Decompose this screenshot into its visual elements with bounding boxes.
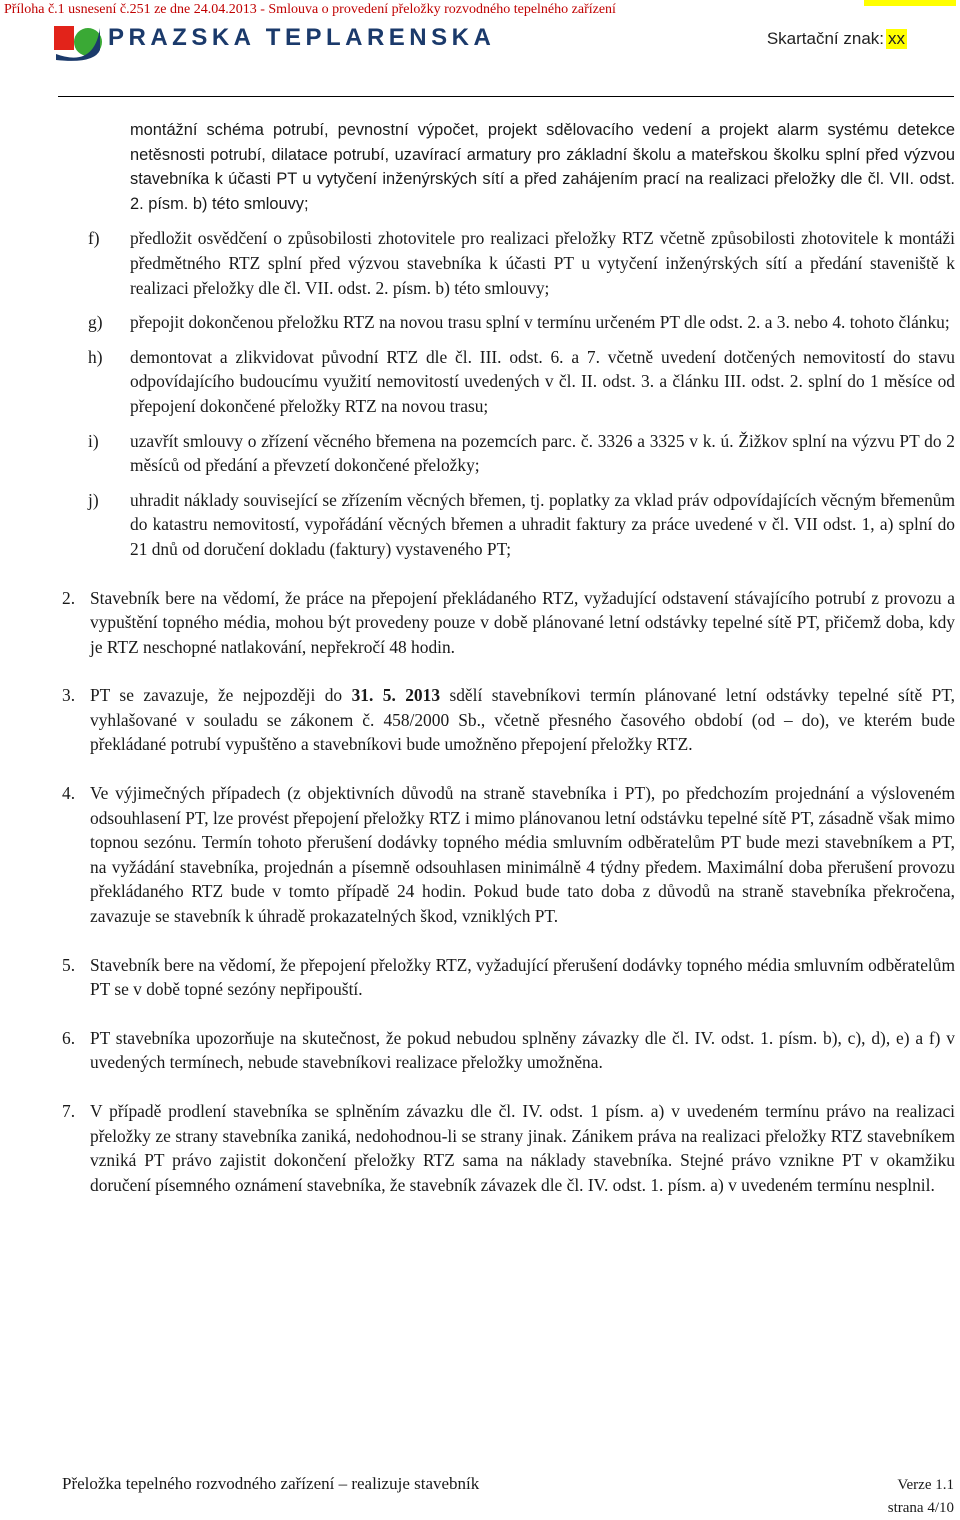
paragraph-text: Stavebník bere na vědomí, že přepojení přeložky RTZ, vyžadující přerušení dodávky topného média smluvním odběratelům PT se v době topné sezóny nepřipouští. bbox=[90, 954, 955, 1000]
list-marker: i) bbox=[88, 430, 99, 451]
paragraph-number: 6. bbox=[62, 1027, 76, 1048]
paragraph-text: PT stavebníka upozorňuje na skutečnost, že pokud nebudou splněny závazky dle čl. IV. odst. 1. písm. b), c), d), e) a f) v uvedených termínech, nebude stavebníkovi realizace přeložky umožněna. bbox=[90, 1027, 955, 1073]
shredding-value: xx bbox=[888, 29, 905, 48]
document-body bbox=[62, 112, 955, 1197]
numbered-paragraph-3 bbox=[62, 683, 955, 757]
paragraph-number: 3. bbox=[62, 685, 76, 706]
list-marker: j) bbox=[88, 489, 99, 510]
paragraph-text bbox=[90, 685, 955, 754]
page-number: strana 4/10 bbox=[887, 1500, 954, 1516]
list-item-f bbox=[62, 226, 955, 300]
top-note: Příloha č.1 usnesení č.251 ze dne 24.04.2013 - Smlouva o provedení přeložky rozvodného tepelného zařízení bbox=[4, 2, 616, 17]
paragraph-number: 4. bbox=[62, 783, 76, 804]
paragraph-text-part: sdělí stavebníkovi termín plánované letní odstávky tepelné sítě PT, vyhlašované v souladu se zákonem č. 458/2000 Sb., včetně přesného časového období (od – do), ve kterém bude překládané potrubí vypuštěno a stavebníkovi bude umožněno přepojení přeložky RTZ. bbox=[90, 685, 955, 755]
footer-title: Přeložka tepelného rozvodného zařízení – realizuje stavebník bbox=[62, 1474, 480, 1493]
paragraph-e-continuation: montážní schéma potrubí, pevnostní výpočet, projekt sdělovacího vedení a projekt alarm systému detekce netěsnosti potrubí, dilatace potrubí, uzavírací armatury pro základní školu a mateřskou školku splní před výzvou stavebníka k účasti PT u vytyčení inženýrských sítí a před zahájením prací na realizaci přeložky dle čl. VII. odst. 2. písm. b) této smlouvy; bbox=[130, 121, 955, 213]
list-item-text: demontovat a zlikvidovat původní RTZ dle čl. III. odst. 6. a 7. včetně uvedení dotčených nemovitostí do stavu odpovídajícího budoucímu využití nemovitostí uvedených v čl. II. odst. 3. a článku III. odst. 2. splní do 1 měsíce od přepojení dokončené přeložky RTZ na novou trasu; bbox=[130, 346, 955, 416]
numbered-paragraph-6 bbox=[62, 1026, 955, 1075]
list-item-i bbox=[62, 429, 955, 478]
paragraph-number: 5. bbox=[62, 954, 76, 975]
list-item-g bbox=[62, 310, 955, 335]
paragraph-text: Stavebník bere na vědomí, že práce na přepojení překládaného RTZ, vyžadující odstavení stávajícího potrubí z provozu a vypuštění topného média, mohou být provedeny pouze v době plánované letní odstávky tepelné sítě PT, přičemž doba, kdy je RTZ neschopné natlakování, nepřekročí 48 hodin. bbox=[90, 587, 955, 657]
numbered-paragraph-7 bbox=[62, 1099, 955, 1197]
list-marker: f) bbox=[88, 228, 100, 249]
paragraph-text: Ve výjimečných případech (z objektivních důvodů na straně stavebníka i PT), po předchozím projednání a výsloveném odsouhlasení PT, lze provést přepojení přeložky RTZ i mimo plánovanou letní odstávku tepelné sítě PT, zásadně však mimo topnou sezónu. Termín tohoto přerušení dodávky topného média smluvním odběratelům PT bude mezi stavebníkem a PT, na vyžádání stavebníka, projednán a písemně odsouhlasen minimálně 4 týdny předem. Maximální doba přerušení provozu překládaného RTZ bude v tomto případě 24 hodin. Pokud bude tato doba z důvodů na straně stavebníka překročena, zavazuje se stavebník k úhradě prokazatelných škod, vzniklých PT. bbox=[90, 783, 955, 927]
paragraph-number: 2. bbox=[62, 587, 76, 608]
shredding-label: Skartační znak: bbox=[766, 29, 884, 48]
list-item-text: přepojit dokončenou přeložku RTZ na novou trasu splní v termínu určeném PT dle odst. 2. a 3. nebo 4. tohoto článku; bbox=[130, 312, 950, 333]
version-label: Verze 1.1 bbox=[897, 1477, 954, 1493]
logo-red-shape bbox=[54, 26, 74, 50]
list-marker: g) bbox=[88, 312, 103, 333]
list-item-j bbox=[62, 488, 955, 562]
highlight-mark bbox=[864, 0, 956, 6]
list-item-h bbox=[62, 345, 955, 419]
paragraph-number: 7. bbox=[62, 1101, 76, 1121]
numbered-paragraph-2 bbox=[62, 586, 955, 660]
list-item-text: uzavřít smlouvy o zřízení věcného břemena na pozemcích parc. č. 3326 a 3325 v k. ú. Žižkov splní na výzvu PT do 2 měsíců od předání a převzetí dokončené přeložky; bbox=[130, 430, 955, 476]
numbered-paragraph-4 bbox=[62, 781, 955, 929]
header-divider bbox=[58, 96, 954, 97]
list-item-text: předložit osvědčení o způsobilosti zhotovitele pro realizaci přeložky RTZ včetně způsobilosti zhotovitele k montáži předmětného RTZ splní před výzvou stavebníka k účasti PT u vytyčení inženýrských sítí a předání staveniště k realizaci přeložky dle čl. VII. odst. 2. písm. b) této smlouvy; bbox=[130, 228, 955, 298]
footer-meta bbox=[888, 1474, 954, 1520]
paragraph-text: V případě prodlení stavebníka se splněním závazku dle čl. IV. odst. 1 písm. a) v uvedeném termínu právo na realizaci přeložky ze strany stavebníka zaniká, nedohodnou-li se strany jinak. Zánikem práva na realizaci přeložky RTZ stavebníkem vzniká PT právo zajistit dokončení přeložky RTZ sama na náklady stavebníka. Stejné právo vznikne PT v okamžiku doručení písemného oznámení stavebníka, že stavebník závazek dle čl. IV. odst. 1. písm. a) v uvedeném termínu nesplnil. bbox=[90, 1101, 955, 1195]
deadline-date: 31. 5. 2013 bbox=[351, 685, 441, 706]
list-item-text: uhradit náklady související se zřízením věcných břemen, tj. poplatky za vklad práv odpovídajících věcným břemenům do katastru nemovitostí, vypořádání věcných břemen a uhradit faktury za práce uvedené v čl. VII odst. 1, a) splní do 21 dnů od doručení dokladu (faktury) vystaveného PT; bbox=[130, 489, 955, 559]
list-marker: h) bbox=[88, 346, 103, 367]
paragraph-text-part: PT se zavazuje, že nejpozději do bbox=[90, 685, 352, 706]
logo-text: PRAZSKA TEPLARENSKA bbox=[108, 24, 496, 51]
numbered-paragraph-5 bbox=[62, 953, 955, 1002]
